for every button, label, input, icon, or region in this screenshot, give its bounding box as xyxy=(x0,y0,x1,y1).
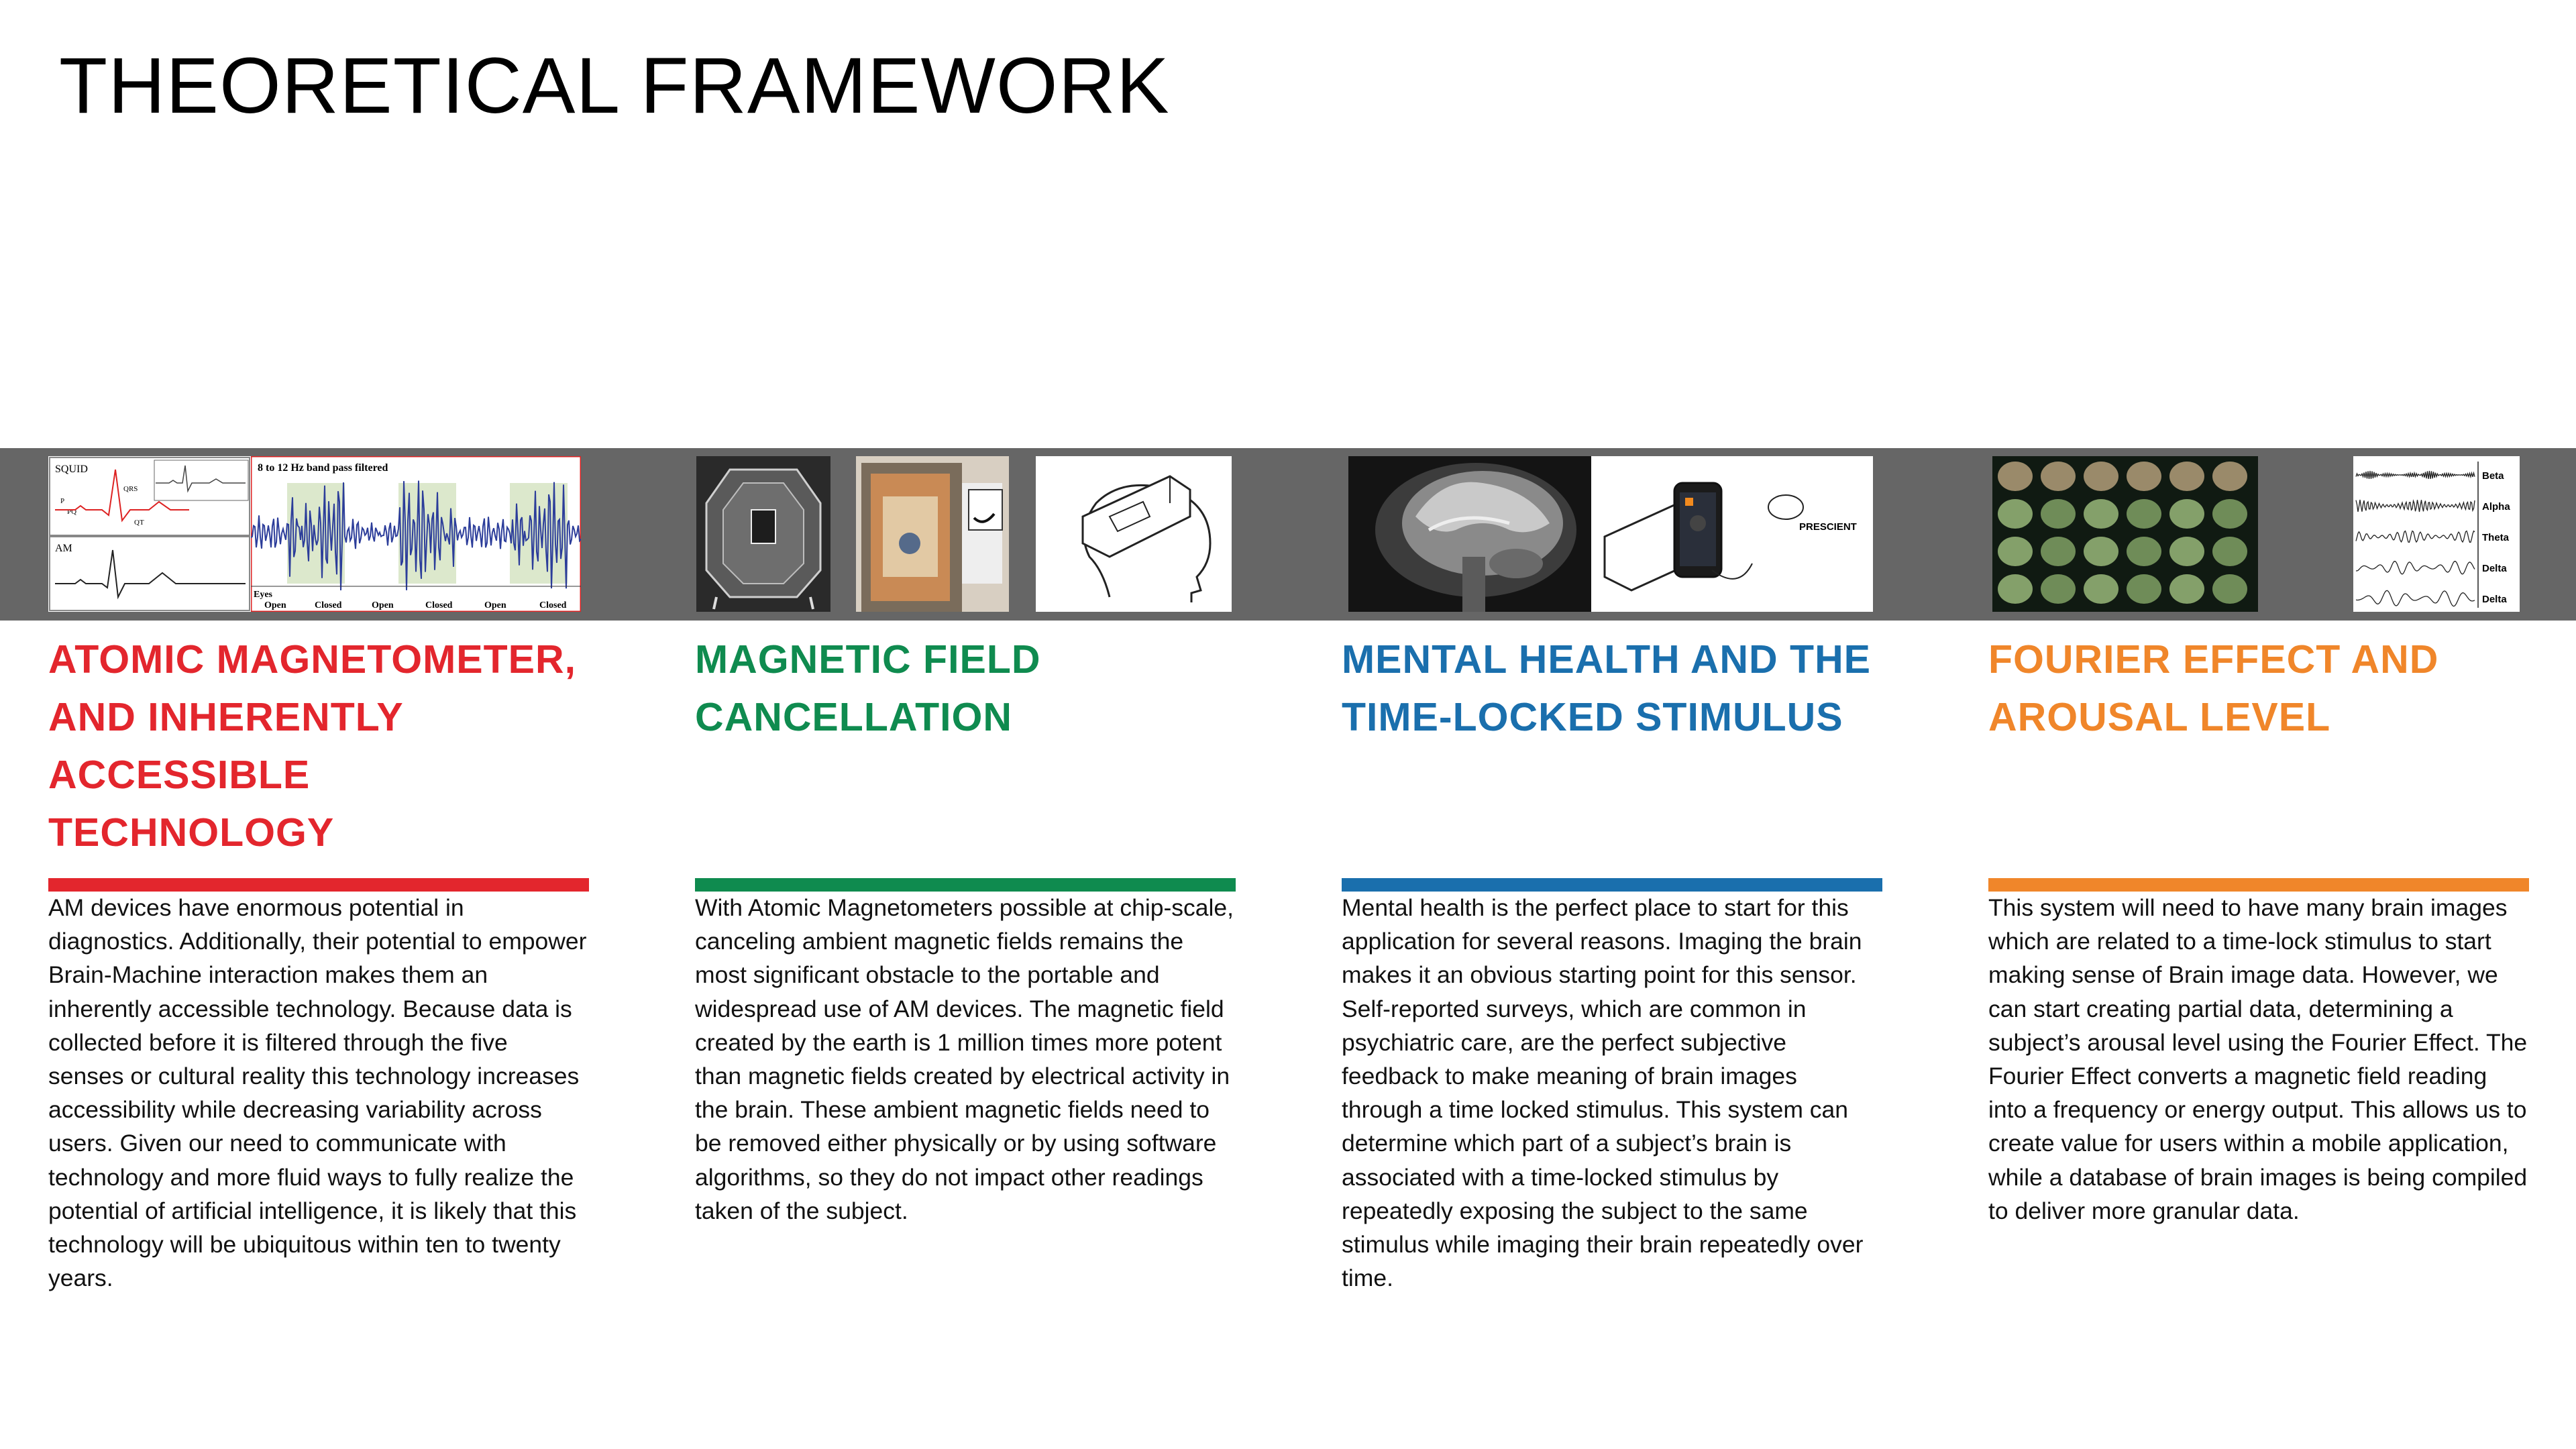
mri-brain-scan xyxy=(1348,456,1591,612)
brain-slice xyxy=(2127,499,2161,529)
brain-slice xyxy=(2084,499,2118,529)
page-title: THEORETICAL FRAMEWORK xyxy=(59,42,1170,130)
brain-slice xyxy=(2041,574,2076,604)
brain-slice xyxy=(2084,462,2118,491)
qt-label: QT xyxy=(134,519,144,527)
am-label: AM xyxy=(55,543,72,554)
brain-slice xyxy=(2169,462,2204,491)
brain-slice xyxy=(2084,537,2118,566)
qrs-label: QRS xyxy=(123,485,138,493)
column-fourier-effect xyxy=(1988,631,2529,746)
column-rule-orange xyxy=(1988,878,2529,892)
brain-slice xyxy=(2127,462,2161,491)
phase-label-open-2: Open xyxy=(372,600,394,610)
brain-slice xyxy=(2169,537,2204,566)
squid-label: SQUID xyxy=(55,464,88,475)
brain-slice xyxy=(2169,499,2204,529)
brain-slice xyxy=(2212,462,2247,491)
column-rule-blue xyxy=(1342,878,1882,892)
column-body-text: AM devices have enormous potential in diagnostics. Additionally, their potential to empower Brain-Machine interaction makes them an inherently accessible technology. Because data is collected before it is filtered through the five senses or cultural reality this technology increases accessibility while decreasing variability across users. Given our need to communicate with technology and more fluid ways to fully realize the potential of artificial intelligence, it is likely that this technology will be ubiquitous within ten to twenty years. xyxy=(48,894,587,1292)
prescient-phone-sketch xyxy=(1591,456,1873,612)
column-rule-green xyxy=(695,878,1236,892)
brain-slice xyxy=(2212,499,2247,529)
brain-slice xyxy=(1998,574,2033,604)
head-sensor-sketch xyxy=(1036,456,1232,612)
phase-label-closed-3: Closed xyxy=(539,600,567,610)
wave-label-alpha: Alpha xyxy=(2482,501,2510,513)
column-body-text: With Atomic Magnetometers possible at chip-scale, canceling ambient magnetic fields remains the most significant obstacle to the portable and widespread use of AM devices. The magnetic field created by the earth is 1 million times more potent than magnetic fields created by electrical activity in the brain. These ambient magnetic fields need to be removed either physically or by using software algorithms, so they do not impact other readings taken of the subject. xyxy=(695,894,1234,1224)
pq-label: PQ xyxy=(67,508,77,516)
brain-slice xyxy=(2127,537,2161,566)
brain-slice xyxy=(2084,574,2118,604)
column-atomic-magnetometer xyxy=(48,631,589,861)
brain-scan-grid xyxy=(1992,456,2258,612)
brain-slice xyxy=(2212,537,2247,566)
wave-label-theta: Theta xyxy=(2482,532,2510,543)
column-magnetic-field xyxy=(695,631,1236,746)
brain-slice xyxy=(2169,574,2204,604)
column-mental-health xyxy=(1342,631,1882,746)
column-heading: MENTAL HEALTH AND THE TIME-LOCKED STIMULUS xyxy=(1342,637,1872,739)
brain-slice xyxy=(1998,462,2033,491)
brain-slice xyxy=(2127,574,2161,604)
phase-label-open-3: Open xyxy=(484,600,506,610)
eyes-label: Eyes xyxy=(254,590,272,600)
phase-label-closed-2: Closed xyxy=(425,600,453,610)
wave-label-delta-1: Delta xyxy=(2482,563,2507,574)
column-body-text: This system will need to have many brain images which are related to a time-lock stimulus to start making sense of Brain image data. However, we can start creating partial data, determining a subject’s arousal level using the Fourier Effect. The Fourier Effect converts a magnetic field reading into a frequency or energy output. This allows us to create value for users within a mobile application, while a database of brain images is being compiled to deliver more granular data. xyxy=(1988,894,2528,1224)
column-rule-red xyxy=(48,878,589,892)
brain-slice xyxy=(2041,462,2076,491)
phase-label-closed-1: Closed xyxy=(315,600,342,610)
shielded-room-photo xyxy=(856,456,1009,612)
wave-label-beta: Beta xyxy=(2482,470,2504,482)
brain-slice xyxy=(2212,574,2247,604)
prescient-brand-text: PRESCIENT xyxy=(1799,521,1857,533)
brainwave-bands-figure xyxy=(2353,456,2520,612)
brain-slice xyxy=(1998,499,2033,529)
p-label: P xyxy=(60,497,65,505)
wave-label-delta-2: Delta xyxy=(2482,594,2507,605)
bandpass-title: 8 to 12 Hz band pass filtered xyxy=(258,462,388,474)
brain-slice xyxy=(1998,537,2033,566)
brain-slice xyxy=(2041,537,2076,566)
bandpass-eeg-figure xyxy=(251,456,581,612)
shielded-chamber-photo xyxy=(696,456,830,612)
squid-am-waveform-figure xyxy=(48,456,251,612)
column-heading: MAGNETIC FIELD CANCELLATION xyxy=(695,637,1041,739)
column-heading: ATOMIC MAGNETOMETER, AND INHERENTLY ACCESSIBLE TECHNOLOGY xyxy=(48,637,576,855)
column-body-text: Mental health is the perfect place to start for this application for several reasons. Imaging the brain makes it an obvious starting point for this sensor. Self-reported surveys, which are common in psychiatric care, are the perfect subjective feedback to make meaning of brain images through a time locked stimulus. This system can determine which part of a subject’s brain is associated with a time-locked stimulus by repeatedly exposing the subject to the same stimulus while imaging their brain repeatedly over time. xyxy=(1342,894,1864,1292)
phase-label-open-1: Open xyxy=(264,600,286,610)
brain-slice xyxy=(2041,499,2076,529)
column-heading: FOURIER EFFECT AND AROUSAL LEVEL xyxy=(1988,637,2439,739)
